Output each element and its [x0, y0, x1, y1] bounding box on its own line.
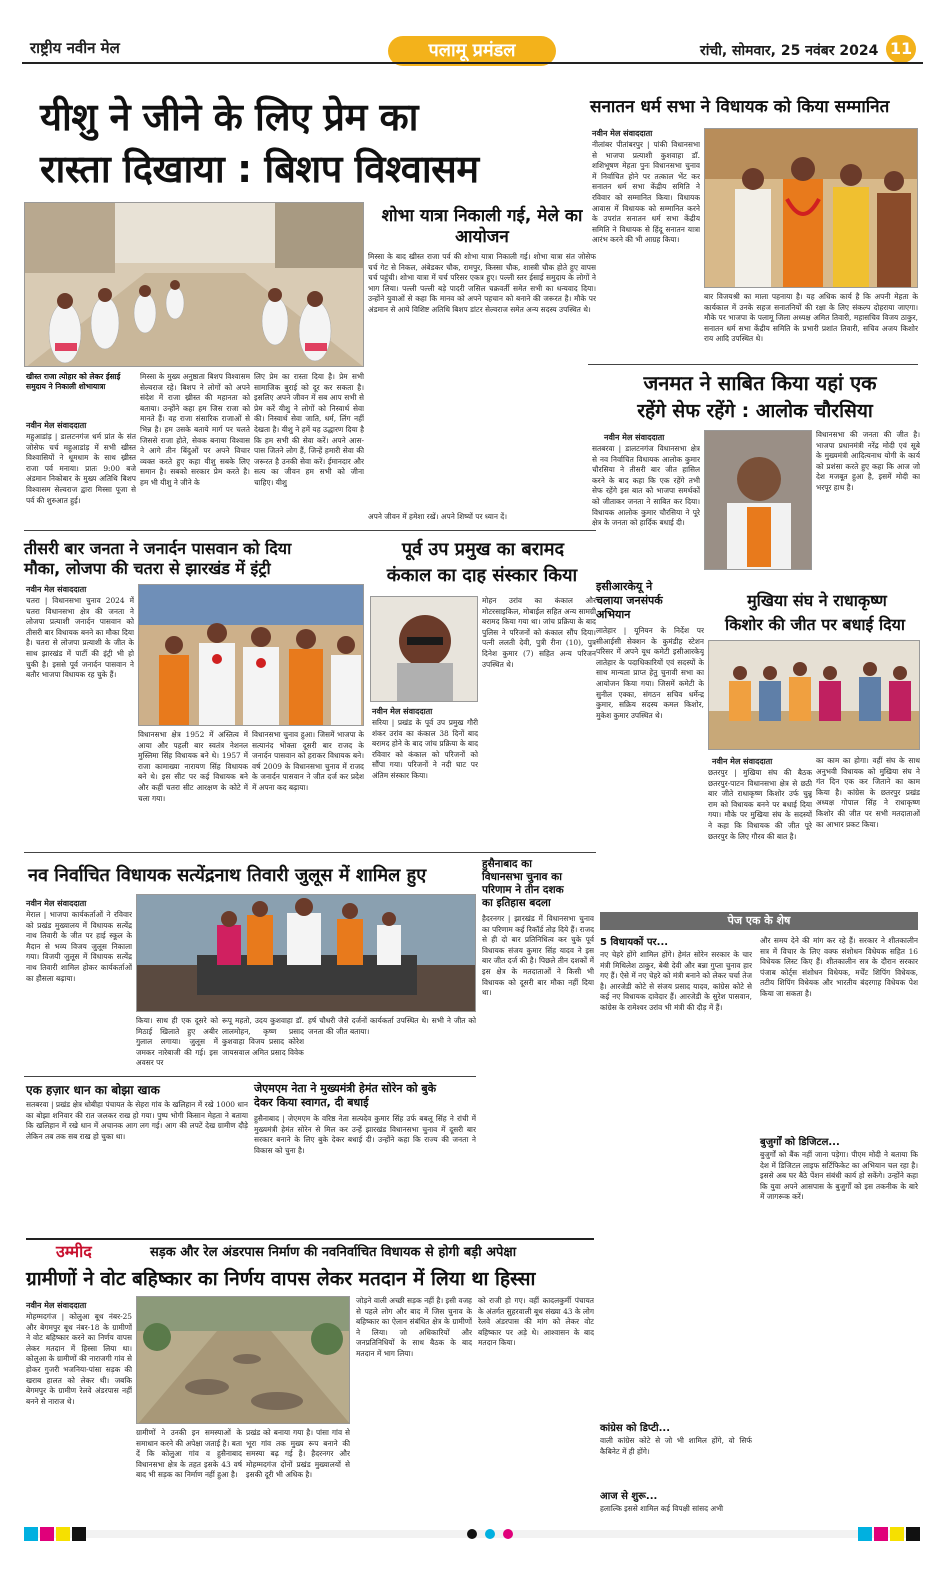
story10-body: हैदरनगर | झारखंड में विधानसभा चुनाव का परिणाम कई रिकॉर्ड तोड़ दिये हैं। राजद से ही दो बार प्रतिनिधित्व कर चुके पूर्व विधायक संजय कुमार सिंह यादव ने इस बार जीत दर्ज की है। पिछले तीन दशकों में इस क्षेत्र के मतदाताओं ने किसी भी विधायक को दूसरी बार मौका नहीं दिया था। [482, 914, 594, 998]
ummeed-tag: उम्मीद [56, 1242, 92, 1261]
story6-body: सरिया | प्रखंड के पूर्व उप प्रमुख गौरी शंकर उरांव का कंकाल 38 दिनों बाद बरामद होने के बाद जांच प्रक्रिया के बाद रविवार को कंकाल को परिजनों को सौंपा गया। परिजनों ने नदी घाट पर अंतिम संस्कार किया। [372, 718, 478, 780]
damaged-road-image [137, 1297, 350, 1424]
remainder-sub3-body: वाली कांग्रेस कोटे से जो भी शामिल होंगे, वो सिर्फ कैबिनेट में ही होंगे। [600, 1436, 752, 1456]
story6-col2: मोहन उरांव का कंकाल और मोटरसाइकिल, मोबाईल सहित अन्य सामग्री बरामद किया गया था। जांच प्रक्रिया के बाद पुलिस ने परिजनों को कंकाल सौंप दिया। पत्नी ललती देवी, पुत्री रीना (10), पुत्र दिनेश कुमार (7) सहित अन्य परिजन उपस्थित थे। [482, 596, 596, 669]
story8-headline-line1: मुखिया संघ ने राधाकृष्ण [747, 591, 887, 610]
story10-headline-line4: का इतिहास बदला [482, 897, 551, 909]
meeting-image [709, 641, 920, 750]
story12-body: हुसैनाबाद | जेएमएम के वरिष्ठ नेता सत्यदेव कुमार सिंह उर्फ बबलू सिंह ने रांची में मुख्यमंत्री हेमंत सोरेन से मिल कर उन्हें झारखंड विधानसभा चुनाव में दूसरी बार सरकार बनाने के लिए बुके देकर बधाई दी। उन्होंने कहा कि राज्य की जनता ने विकास को चुना है। [254, 1114, 476, 1155]
story8-byline: नवीन मेल संवाददाता [712, 757, 773, 766]
story5-col3: विधानसभा चुनाव हुआ। जिसमें भाजपा के सत्यानंद भोक्ता दूसरी बार राजद के जनार्दन पासवान को हराकर विधायक बने। वर्ष 2009 के विधानसभा चुनाव में राजद के जनार्दन पासवान ने जीत दर्ज कर प्रदेश में अपना कद बढ़ाया। [252, 730, 364, 792]
divider [588, 364, 918, 365]
story9-col4: हर्ष चौधरी जैसे दर्जनों कार्यकर्ता उपस्थित थे। सभी ने जीत को जनता की जीत बताया। [308, 1016, 476, 1036]
story2-body: मिस्सा के बाद खीस्त राजा पर्व की शोभा यात्रा निकाली गई। शोभा यात्रा संत जोसेफ चर्च गेट से निकल, अंबेडकर चौक, रामपुर, किस्सा चौक, शास्त्री चौक होते हुए वापस चर्च पहुंची। शोभा यात्रा में चर्च परिसर एकत्र हुए। पल्ली स्तर ईसाई समुदाय के लोगों ने भाग लिया। पल्ली पल्ली बड़े पादरी जसिल चक्रवर्ती समेत सभी का धन्यवाद दिया। उन्होंने युवाओं से कहा कि मानव को अपने पहचान को बनाने की जरूरत है। मौके पर अंडमान से आये विशिष्ट अतिथि बिशप डांटर सेल्वराज समेत अन्य सदस्य उपस्थित थे। [368, 252, 596, 314]
felicitation-photo [704, 128, 918, 288]
divider [24, 530, 596, 531]
ummeed-col3: प्रखंड को बनाया गया है। पांसा गांव से भूरा गांव तक मुख्य रूप बनाने की समस्या बढ़ गई है। हैदरनगर और मोहम्मदगंज दोनों प्रखंड मुख्यालयों से इसकी दूरी भी अधिक है। [246, 1428, 350, 1480]
remainder-banner-text: पेज एक के शेष [727, 914, 791, 927]
ummeed-byline: नवीन मेल संवाददाता [26, 1301, 87, 1310]
story8-body: छतरपुर | मुखिया संघ की बैठक छतरपुर-पाटन विधानसभा क्षेत्र से छठी बार जीते राधाकृष्ण किशोर उर्फ चुन्नू राम को विधायक बनने पर बधाई दिया गया। मौके पर मुखिया संघ के सदस्यों ने कहा कि विधायक की जीत पूरे छतरपुर के लिए गौरव की बात है। [708, 768, 812, 841]
story7-headline-line2: चलाया जनसंपर्क [596, 594, 663, 607]
story11-headline: एक हज़ार धान का बोझा खाक [26, 1083, 160, 1097]
story6-headline-line1: पूर्व उप प्रमुख का बरामद [401, 539, 565, 560]
color-registration-strip [24, 1527, 920, 1541]
story5-headline-line1: तीसरी बार जनता ने जनार्दन पासवान को दिया [24, 539, 292, 558]
story1-headline-line1: यीशु ने जीने के लिए प्रेम का [40, 95, 418, 139]
story4-headline-line2: रहेंगे सेफ रहेंगे : आलोक चौरसिया [637, 400, 873, 422]
victory-procession-photo [136, 894, 476, 1012]
procession-photo [24, 202, 364, 367]
story3-body: नीलांबर पीतांबरपुर | पांकी विधानसभा से भाजपा प्रत्याशी कुशवाहा डॉ. शशिभूषण मेहता पुनः विधानसभा चुनाव में निर्वाचित होने पर तत्काल भेंट कर सनातन धर्म सभा केंद्रीय समिति ने रविवार को सम्मानित किया। विधायक आवास में विधायक को सम्मानित करने के उपरांत सनातन धर्म सभा केंद्रीय समिति ने विधायक से हिंदू सनातन यात्रा आरंभ करने की भी आग्रह किया। [592, 140, 700, 245]
story5-headline-line2: मौका, लोजपा की चतरा से झारखंड में इंट्री [24, 559, 271, 578]
story10-headline-line2: विधानसभा चुनाव का [482, 871, 562, 883]
divider [24, 852, 596, 853]
story10-headline-line1: हुसैनाबाद का [482, 858, 532, 870]
procession-image [25, 203, 364, 367]
remainder-sub2-body: बुजुर्गों को बैंक नहीं जाना पड़ेगा। पीएम मोदी ने बताया कि देश में डिजिटल लाइफ सर्टिफिकेट का अभियान चल रहा है। इससे अब घर बैठे पेंशन संबंधी कार्य हो सकेंगे। उन्होंने कहा कि युवा अपने आसपास के बुजुर्गों को इस तकनीक के बारे में जागरूक करें। [760, 1150, 918, 1202]
page-number: 11 [886, 35, 916, 63]
story4-body2: विधानसभा की जनता की जीत है। भाजपा प्रधानमंत्री नरेंद्र मोदी एवं सूबे के मुख्यमंत्री आदित्यनाथ योगी के कार्य को प्रशंसा करते हुए कहा कि आज जो देश मजबूत हुआ है, इसमें मोदी का भरपूर हाथ है। [816, 430, 920, 492]
story8-headline-line2: किशोर की जीत पर बधाई दिया [724, 615, 906, 634]
ummeed-headline: ग्रामीणों ने वोट बहिष्कार का निर्णय वापस लेकर मतदान में लिया था हिस्सा [26, 1268, 536, 1290]
ummeed-col5: को राजी हो गए। वहीं कादलकुर्मी पंचायत के अंतर्गत सुहरवाली बूथ संख्या 43 के लोग रेलवे अंडरपास की मांग को लेकर वोट बहिष्कार पर अड़े थे। आश्वासन के बाद मतदान किया। [478, 1296, 594, 1348]
story6-byline: नवीन मेल संवाददाता [372, 707, 433, 716]
remainder-right-top: और समय देने की मांग कर रहे हैं। सरकार ने शीतकालीन सत्र में विचार के लिए वक्फ संशोधन विधेयक सहित 16 विधेयक लिस्ट किए हैं। शीतकालीन सत्र के दौरान सरकार पंजाब कोर्ट्स संशोधन विधेयक, मर्चेंट शिपिंग विधेयक, तटीय शिपिंग विधेयक और भारतीय बंदरगाह विधेयक पेश किया जा सकता है। [760, 936, 918, 998]
remainder-sub4: आज से शुरू... [600, 1491, 658, 1502]
deceased-portrait-image [371, 597, 478, 702]
story4-byline: नवीन मेल संवाददाता [604, 433, 665, 442]
section-title: पलामू प्रमंडल [388, 36, 556, 66]
story5-byline: नवीन मेल संवाददाता [26, 585, 87, 594]
story5-col2: विधानसभा क्षेत्र 1952 में अस्तित्व में आया और पहली बार स्वतंत्र नेशनल मुस्लिमा सिंह विधायक बने थे। 1957 में राजा कामाख्या नारायण सिंह विधायक बने थे। इस सीट पर कई विधायक बने और कहीं चतरा सीट आरक्षण के कोटे में चला गया। [138, 730, 248, 803]
story9-byline: नवीन मेल संवाददाता [26, 899, 87, 908]
story7-headline-line1: इसीआरकेयू ने [596, 580, 653, 593]
mukhiya-meeting-photo [708, 640, 920, 750]
lojpa-celebration-photo [138, 584, 364, 726]
story1-col1: महुआडांड़ | डालटनगंज धर्म प्रांत के संत जोसेफ चर्च महुआडांड़ में सभी खीस्त विश्वासियों ने धूमधाम के साथ ख्रीस्त राजा पर्व मनाया। प्रातः 9:00 बजे अंडमान निकोबार के मुख्य अतिथि बिशप विश्वासम सेल्वराज द्वारा मिस्सा पूजा से पर्व की शुरुआत हुई। [26, 432, 136, 505]
remainder-sub4-body: हलाल्कि इससे शामिल कई विपक्षी सांसद अभी [600, 1504, 724, 1513]
ummeed-col2: ग्रामीणों ने उनकी इन समस्याओं के समाधान करने की अपेक्षा जताई है। बता दें कि कोलुआ गांव व हुसैनाबाद विधानसभा क्षेत्र के तहत इसके 43 वर्ष बाद भी सड़क का निर्माण नहीं हुआ है। [136, 1428, 242, 1480]
story7-headline-line3: अभियान [596, 608, 631, 621]
story1-col2: मिस्सा के मुख्य अनुष्ठाता बिशप विश्वासम सेल्वराज रहे। बिशप ने लोगों को अपने संदेश में राजा ख्रीस्त की महानता को बताया। उन्होंने कहा हम जिस राजा को मानते हैं। वह राजा संसारिक राजाओं से भिन्न है। हम उसके बताये मार्ग पर चलते जिससे राजा होते, सेवक बनाया विश्वास ने आगे तीन बिंदुओं पर अपने विचार व्यक्त करते हुए कहा यीशु सबके लिए समान है। सबको सरकार प्रेम करते है। हम भी यीशु ने जीने के [140, 372, 250, 487]
story2-closing: अपने जीवन में हमेशा रखें। अपने शिष्यों पर ध्यान दें। [368, 512, 508, 521]
story9-col3: रूपू महतो, उदय कुशवाहा डॉ. लालमोहन, कृष्ण प्रसाद कुशवाहा विजय प्रसाद कोरेश जायसवाल अमित प्रसाद विवेक [222, 1016, 304, 1057]
story6-headline-line2: कंकाल का दाह संस्कार किया [386, 565, 578, 586]
story4-headline-line1: जनमत ने साबित किया यहां एक [643, 371, 877, 395]
road-photo [136, 1296, 350, 1424]
masthead: राष्ट्रीय नवीन मेल [30, 39, 120, 57]
story3-headline: सनातन धर्म सभा ने विधायक को किया सम्मानित [590, 97, 890, 117]
divider [24, 1076, 476, 1077]
story9-headline: नव निर्वाचित विधायक सत्येंद्रनाथ तिवारी जुलूस में शामिल हुए [28, 865, 427, 886]
story9-body: मेराल | भाजपा कार्यकर्ताओं ने रविवार को प्रखंड मुख्यालय में विधायक सत्येंद्र नाथ तिवारी के जीत पर हाई स्कूल के मैदान से भव्य विजय जुलूस निकाला गया। विजयी जुलूस में विधायक सत्येंद्र नाथ तिवारी शामिल होकर कार्यकर्ताओं का हौसला बढ़ाया। [26, 910, 132, 983]
story1-byline: नवीन मेल संवाददाता [26, 421, 87, 430]
story7-body: लातेहार | यूनियन के निर्देश पर सीआईसी सेक्शन के कुमंडीह स्टेशन परिसर में अपने यूथ कमेटी इसीआरकेयू लातेहार के पदाधिकारियों एवं सदस्यों के साथ मान्यता प्राप्त हेतु चुनावी सभा का आयोजन किया गया। जिसमें कमेटी के सुनील एक्का, संगठन सचिव धर्मेन्द्र कुमार, सक्रिय सदस्य कमल किशोर, मुकेश कुमार उपस्थित थे। [596, 626, 704, 720]
ummeed-kicker: सड़क और रेल अंडरपास निर्माण की नवनिर्वाचित विधायक से होगी बड़ी अपेक्षा [150, 1245, 517, 1260]
story1-headline-line2: रास्ता दिखाया : बिशप विश्वासम [40, 147, 479, 191]
header-rule [22, 62, 923, 64]
story8-col2: का काम का होगा। वहीं संघ के साथ अनुभवी विधायक को मुखिया संघ ने गंत दिन एक कर जिताने का काम किया है। कांग्रेस के छतरपुर प्रखंड अध्यक्ष गोपाल सिंह ने राधाकृष्ण किशोर की जीत पर सभी मतदाताओं का आभार प्रकट किया। [816, 756, 920, 829]
story10-headline-line3: परिणाम ने तीन दशक [482, 884, 564, 896]
ummeed-body: मोहम्मदगंज | कोलुआ बूथ नंबर-25 और बेगमपुर बूथ नंबर-18 के ग्रामीणों ने वोट बहिष्कार करने का निर्णय वापस लेकर मतदान में हिस्सा लिया था। कोलुआ के ग्रामीणों की नाराजगी गांव से होकर गुजरी भजनिया-पांसा सड़क की खराब हालत को लेकर थी। जबकि बेगमपुर के ग्रामीण रेलवे अंडरपास नहीं बनने से नाराज थे। [26, 1312, 132, 1406]
felicitation-image [705, 129, 918, 288]
story4-body: सतबरवा | डालटनगंज विधानसभा क्षेत्र से नव निर्वाचित विधायक आलोक कुमार चौरसिया ने तीसरी बार जीत हासिल करने के बाद कहा कि एक रहेंगे तभी सेफ रहेंगे इस बात को भाजपा समर्थकों को जीताकर जनता ने साबित कर दिया। विधायक आलोक कुमार चौरसिया ने पूरे क्षेत्र के जनता को हार्दिक बधाई दी। [592, 444, 700, 528]
alok-portrait-image [705, 431, 812, 570]
story1-caption-box [26, 372, 136, 416]
portrait-photo [704, 430, 812, 570]
story1-col3: लिए प्रेम का रास्ता दिया है। प्रेम सभी सामाजिक बुराई को दूर कर सकता है। इसलिए अपने जीवन में सब आप सभी से प्रेम करें यीशु ने लोगों को निस्वार्थ सेवा की। निस्वार्थ सेवा जाति, धर्म, लिंग नहीं देखता है। यीशु ने हमें यह उद्धारण दिया है कि हम सभी की सेवा करें। अपने आस-पास जितने लोग हैं, जिन्हें हमारी सेवा की जरूरत है उनकी सेवा करें। ईमानदार और सत्य का जीवन हम सभी को जीना चाहिए। यीशु [254, 372, 364, 487]
story2-headline: शोभा यात्रा निकाली गई, मेले का आयोजन [381, 206, 583, 247]
dateline: रांची, सोमवार, 25 नवंबर 2024 [700, 43, 879, 59]
victory-image [137, 895, 476, 1012]
story3-byline: नवीन मेल संवाददाता [592, 129, 653, 138]
remainder-sub3: कांग्रेस को डिप्टी... [600, 1423, 670, 1434]
remainder-sub1: 5 विधायकों पर... [600, 937, 669, 948]
remainder-sub1-body: नए चेहरे होंगे शामिल होंगे। हेमंत सोरेन सरकार के चार मंत्री मिथिलेश ठाकुर, बेबी देवी और बन्ना गुप्ता चुनाव हार गए हैं। ऐसे में नए चेहरे को मंत्री बनाने को लेकर चर्चा तेज है। आरजेडी कोटे से संजय प्रसाद यादव, कांग्रेस कोटे से कई नए विधायक दावेदार हैं। आरजेडी के सुरेश पासवान, कांग्रेस के रामेश्वर उरांव भी मंत्री की दौड़ में हैं। [600, 950, 752, 1012]
remainder-sub2: बुजुर्गों को डिजिटल... [760, 1137, 840, 1148]
remainder-banner [600, 912, 918, 930]
story12-headline-line1: जेएमएम नेता ने मुख्यमंत्री हेमंत सोरेन को बुके [254, 1082, 437, 1095]
story12-headline-line2: देकर किया स्वागत, दी बधाई [254, 1096, 369, 1109]
story1-caption: खीस्त राजा त्योहार को लेकर ईसाई समुदाय ने निकाली शोभायात्रा [26, 372, 121, 391]
story9-col2: किया। साथ ही एक दूसरे को मिठाई खिलाते हुए अबीर गुलाल लगाया। जुलूस में जमकर नारेबाजी की गई। इस अवसर पर [136, 1016, 218, 1068]
story11-body: सतबरवा | प्रखंड क्षेत्र धोबीहा पंचायत के सेहरा गांव के खलिहान में रखे 1000 धान का बोझा शनिवार की रात जलकर राख हो गया। पुष्प भोगी किसान मेहता ने बताया कि खलिहान में रखे धान में अचानक आग लग गई। आग की लपटें देख ग्रामीण दौड़े लेकिन तब तक सब राख हो चुका था। [26, 1100, 248, 1141]
ummeed-header [26, 1238, 594, 1260]
story5-body: चतरा | विधानसभा चुनाव 2024 में चतरा विधानसभा क्षेत्र की जनता ने लोजपा प्रत्याशी जनार्दन पासवान को तीसरी बार विधायक बनने का मौका दिया है। चतरा से लोजपा प्रत्याशी के जीत के साथ झारखंड में पार्टी की इंट्री भी हो चुकी है। इससे पूर्व जनार्दन पासवान ने बतौर भाजपा विधायक रह चुके हैं। [26, 596, 134, 680]
print-color-bar [24, 1526, 920, 1540]
celebration-image [139, 585, 364, 726]
kankal-portrait-photo [370, 596, 478, 702]
story3-caption: बार विजयश्री का माला पहनाया है। यह अधिक कार्य है कि अपनी मेहता के कार्यकाल में उनके सहज सनातनियों की रक्षा के लिए संकल्प दोहराया जाएगा। मौके पर भाजपा के पलामू जिला अध्यक्ष अमित तिवारी, महासचिव विजय ठाकुर, सनातन धर्म सभा केंद्रीय समिति के प्रभारी प्रशांत तिवारी, सचिव अजय किशोर राय आदि उपस्थित थे। [704, 292, 918, 344]
ummeed-col4: जोड़ने वाली अच्छी सड़क नहीं है। इसी वजह से पहले लोग और बाद में जिस चुनाव के बहिष्कार का ऐलान संबंधित क्षेत्र के ग्रामीणों ने लिया। जो अधिकारियों और जनप्रतिनिधियों के साथ बैठक के बाद मतदान में भाग लिया। [356, 1296, 472, 1358]
